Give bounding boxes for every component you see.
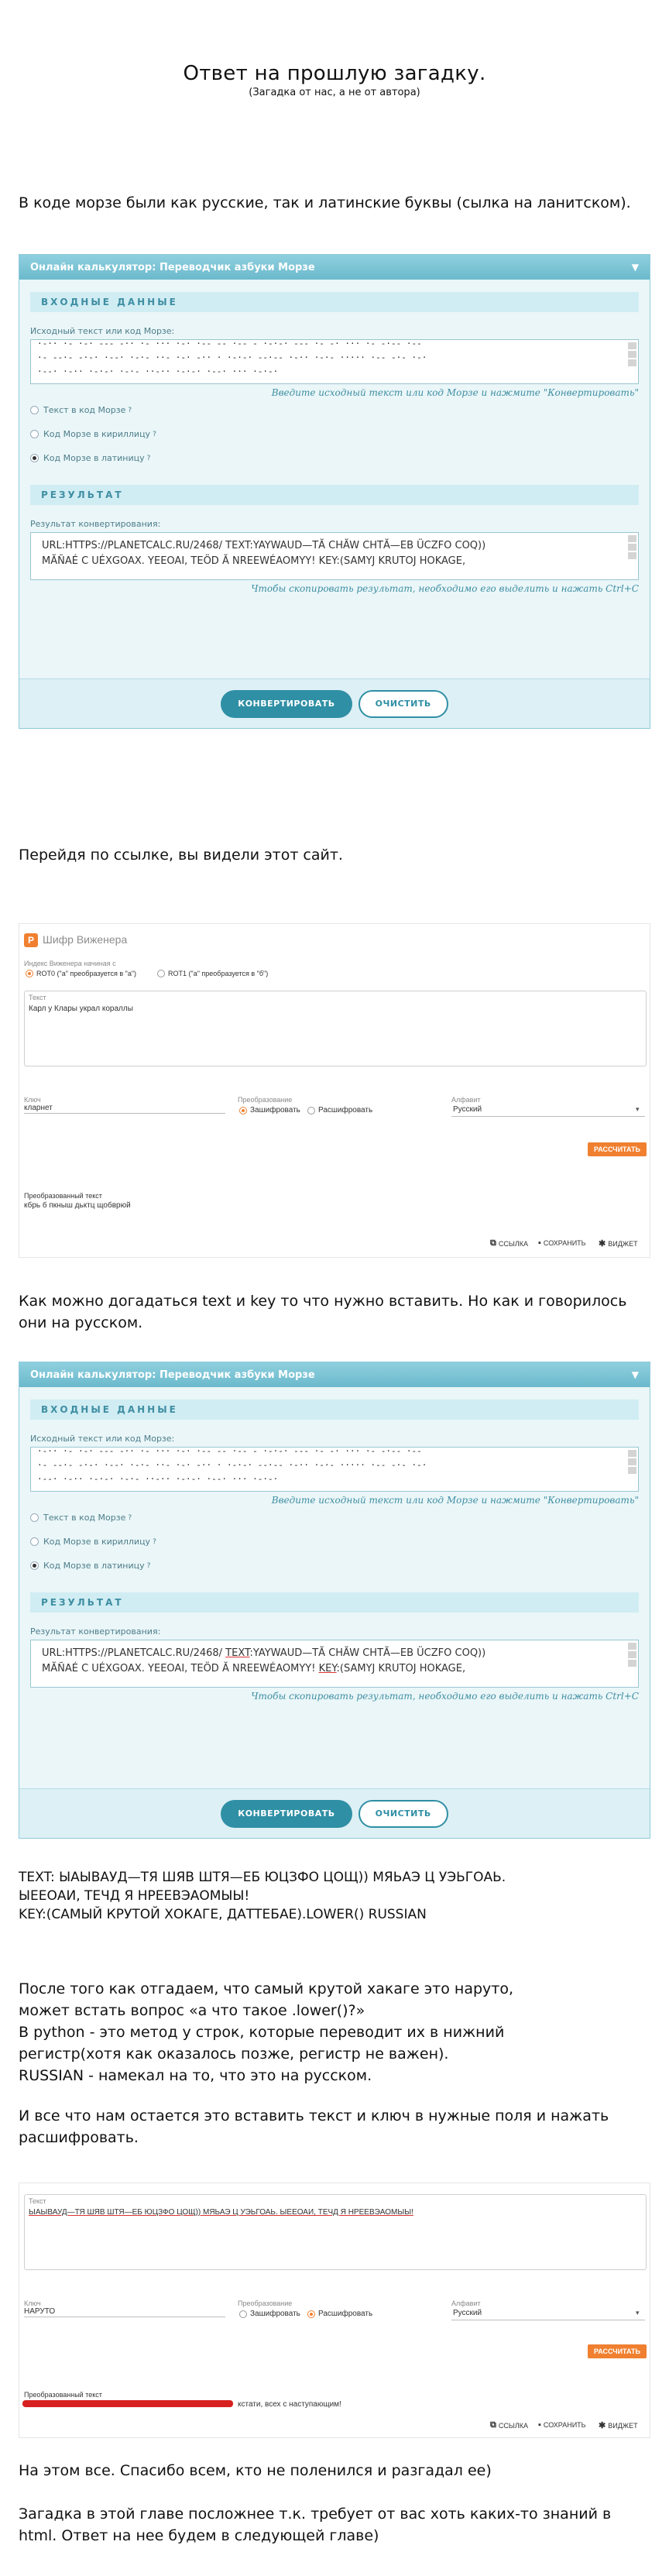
morse-footer bbox=[19, 678, 650, 728]
option-label: Код Морзе в латиницу bbox=[43, 453, 145, 463]
transform-label: Преобразование bbox=[238, 2300, 293, 2307]
link-button[interactable] bbox=[490, 1238, 528, 1249]
input-hint: Введите исходный текст или код Морзе и нажмите "Конвертировать" bbox=[271, 1495, 639, 1506]
text-label: Текст bbox=[29, 2197, 46, 2205]
scrollbar[interactable] bbox=[628, 1450, 636, 1489]
widget-icon: ✱ bbox=[599, 1239, 606, 1249]
widget-label: ВИДЖЕТ bbox=[608, 1239, 638, 1248]
option-label: Код Морзе в латиницу bbox=[43, 1561, 145, 1571]
dropdown-arrow-icon[interactable]: ▾ bbox=[636, 2309, 640, 2317]
clear-button[interactable]: ОЧИСТИТЬ bbox=[359, 1800, 448, 1828]
explain-line: регистр(хотя как оказалось позже, регистр не важен). bbox=[19, 2045, 449, 2063]
clear-button[interactable]: ОЧИСТИТЬ bbox=[359, 690, 448, 718]
explain-line: RUSSIAN - намекал на то, что это на русском. bbox=[19, 2067, 372, 2084]
link-icon: ⧉ bbox=[490, 1238, 496, 1248]
calculate-button[interactable]: РАССЧИТАТЬ bbox=[588, 2344, 647, 2358]
rot0-label: ROT0 ("а" преобразуется в "а") bbox=[36, 970, 137, 977]
option-morse-to-latin[interactable] bbox=[30, 453, 639, 463]
result-fragment: :YAYWAUD—TĂ CHĂW CHTĂ—EB ÜCZFO COQ)) bbox=[249, 1647, 486, 1659]
alphabet-value: Русский bbox=[453, 1105, 482, 1114]
key-value: НАРУТО bbox=[24, 2307, 56, 2316]
input-section-header: ВХОДНЫЕ ДАННЫЕ bbox=[30, 292, 639, 312]
result-hint: Чтобы скопировать результат, необходимо его выделить и нажать Ctrl+C bbox=[251, 1691, 639, 1702]
result-textarea[interactable] bbox=[30, 532, 639, 580]
input-section-header: ВХОДНЫЕ ДАННЫЕ bbox=[30, 1400, 639, 1420]
radio-checked-icon[interactable] bbox=[30, 454, 39, 462]
censor-scribble bbox=[22, 2400, 233, 2407]
alphabet-label: Алфавит bbox=[451, 1096, 481, 1104]
page-subtitle: (Загадка от нас, а не от автора) bbox=[249, 87, 420, 98]
text-label: Текст bbox=[29, 994, 46, 1001]
morse-input-line: ·--· ·-·· ·-·-· ·-·- ··-·· ·-·-· ·--· ··· ·-·-· bbox=[37, 1474, 279, 1484]
scrollbar[interactable] bbox=[628, 535, 636, 577]
page-title: Ответ на прошлую загадку. bbox=[183, 62, 486, 85]
help-icon[interactable]: ? bbox=[146, 454, 151, 462]
alphabet-value: Русский bbox=[453, 2309, 482, 2317]
app-title: Шифр Виженера bbox=[43, 933, 128, 946]
save-icon: ▪ bbox=[538, 2420, 541, 2430]
decrypt-radio[interactable] bbox=[307, 2310, 315, 2318]
morse-input-textarea[interactable] bbox=[30, 1447, 639, 1492]
morse-input-line: ·- --·- -·-· ·--· ·-·- ··- ·-· -·· · ·-·-· --·-- ·-·· ·-·- ····· ·-- -·- ·-· bbox=[37, 1460, 427, 1470]
rot1-radio[interactable] bbox=[157, 970, 165, 977]
link-button[interactable] bbox=[490, 2420, 528, 2430]
option-label: Код Морзе в кириллицу bbox=[43, 429, 151, 439]
save-button[interactable] bbox=[538, 1238, 586, 1248]
text-value: Карл у Клары украл кораллы bbox=[29, 1005, 133, 1013]
morse-header[interactable] bbox=[19, 1362, 650, 1387]
option-morse-to-cyrillic[interactable] bbox=[30, 1537, 639, 1547]
result-line: MĂÑAÉ C UÉXGOAX. YEEOAI, TEÖD Ă NREEWÉAOMYY! KEY:(SAMYJ KRUTOJ HOKAGE, bbox=[42, 555, 466, 567]
question-text: Как можно догадаться text и key то что нужно вставить. Но как и говорилось они на русском. bbox=[19, 1293, 627, 1331]
input-label: Исходный текст или код Морзе: bbox=[30, 326, 175, 336]
widget-button[interactable] bbox=[599, 1238, 638, 1249]
input-hint: Введите исходный текст или код Морзе и нажмите "Конвертировать" bbox=[271, 387, 639, 398]
link-label: ССЫЛКА bbox=[498, 1239, 528, 1248]
encrypt-radio[interactable] bbox=[239, 1107, 247, 1115]
morse-input-line: ·-·· ·- ·-· --- -·· ·- ··· ·-· ·-- -- ·-- - ·-·-· --- ·- -· ··· ·- -·-- ·-- bbox=[37, 339, 422, 349]
radio-icon[interactable] bbox=[30, 1513, 39, 1522]
result-line bbox=[42, 1661, 618, 1677]
intro-text: В коде морзе были как русские, так и латинские буквы (сылка на ланитском). bbox=[19, 194, 631, 211]
morse-footer bbox=[19, 1788, 650, 1838]
rot1-label: ROT1 ("а" преобразуется в "б") bbox=[168, 970, 269, 977]
explain-block bbox=[19, 1978, 638, 2087]
result-line: URL:HTTPS://PLANETCALC.RU/2468/ TEXT:YAYWAUD—TĂ CHĂW CHTĂ—EB ÜCZFO COQ)) bbox=[42, 540, 486, 551]
collapse-triangle-icon[interactable]: ▼ bbox=[631, 262, 639, 273]
result-fragment: :(SAMYJ KRUTOJ HOKAGE, bbox=[336, 1663, 466, 1674]
help-icon[interactable]: ? bbox=[153, 430, 156, 438]
remaining-text: И все что нам остается это вставить текст и ключ в нужные поля и нажать расшифровать. bbox=[19, 2107, 609, 2146]
option-morse-to-cyrillic[interactable] bbox=[30, 429, 639, 439]
link-label: ССЫЛКА bbox=[498, 2421, 528, 2430]
decoded-line: KEY:(САМЫЙ КРУТОЙ ХОКАГЕ, ДАТТЕБАЕ).LOWER() RUSSIAN bbox=[19, 1907, 427, 1922]
radio-icon[interactable] bbox=[30, 1537, 39, 1546]
radio-icon[interactable] bbox=[30, 430, 39, 438]
morse-input-line: ·--· ·-·· ·-·-· ·-·- ··-·· ·-·-· ·--· ··· ·-·-· bbox=[37, 366, 279, 376]
result-label: Результат конвертирования: bbox=[30, 1626, 161, 1637]
help-icon[interactable]: ? bbox=[153, 1537, 156, 1546]
explain-line: может встать вопрос «а что такое .lower()?» bbox=[19, 2002, 365, 2019]
option-label: Текст в код Морзе bbox=[43, 1513, 126, 1523]
decrypt-radio[interactable] bbox=[307, 1107, 315, 1115]
input-label: Исходный текст или код Морзе: bbox=[30, 1434, 175, 1444]
radio-checked-icon[interactable] bbox=[30, 1561, 39, 1570]
result-label: Преобразованный текст bbox=[24, 2391, 102, 2399]
decoded-line: TEXT: ЫАЫВАУД—ТЯ ШЯВ ШТЯ—ЕБ ЮЦЗФО ЦОЩ)) МЯЬАЭ Ц УЭЬГОАЬ. bbox=[19, 1870, 506, 1885]
result-label: Преобразованный текст bbox=[24, 1192, 102, 1200]
result-section-header: РЕЗУЛЬТАТ bbox=[30, 1592, 639, 1613]
dropdown-arrow-icon[interactable]: ▾ bbox=[636, 1105, 640, 1113]
convert-button[interactable]: КОНВЕРТИРОВАТЬ bbox=[221, 690, 352, 718]
help-icon[interactable]: ? bbox=[128, 1513, 132, 1522]
save-icon: ▪ bbox=[538, 1238, 541, 1248]
encrypt-radio[interactable] bbox=[239, 2310, 247, 2318]
key-keyword-underlined: KEY bbox=[318, 1663, 337, 1674]
option-text-to-morse[interactable] bbox=[30, 1513, 639, 1523]
option-label: Текст в код Морзе bbox=[43, 405, 126, 415]
collapse-triangle-icon[interactable]: ▼ bbox=[631, 1369, 639, 1380]
morse-input-textarea[interactable] bbox=[30, 339, 639, 384]
help-icon[interactable]: ? bbox=[128, 406, 132, 414]
save-button[interactable] bbox=[538, 2420, 586, 2430]
scrollbar[interactable] bbox=[628, 342, 636, 381]
option-label: Код Морзе в кириллицу bbox=[43, 1537, 151, 1547]
result-fragment: MĂÑAÉ C UÉXGOAX. YEEOAI, TEÖD Ă NREEWÉAOMYY! bbox=[42, 1663, 319, 1674]
outro-line-1: На этом все. Спасибо всем, кто не поленился и разгадал ее) bbox=[19, 2462, 492, 2479]
alphabet-label: Алфавит bbox=[451, 2300, 481, 2307]
radio-icon[interactable] bbox=[30, 406, 39, 414]
follow-text: Перейдя по ссылке, вы видели этот сайт. bbox=[19, 847, 343, 864]
vigenere-calculator-1 bbox=[19, 923, 650, 1258]
result-label: Результат конвертирования: bbox=[30, 519, 161, 529]
decoded-line: ЫЕЕОАИ, ТЕЧД Я НРЕЕВЭАОМЫЫ! bbox=[19, 1888, 250, 1904]
decoded-block bbox=[19, 1868, 638, 1924]
option-text-to-morse[interactable] bbox=[30, 405, 639, 415]
key-label: Ключ bbox=[24, 1096, 41, 1104]
result-fragment: URL:HTTPS://PLANETCALC.RU/2468/ bbox=[42, 1647, 226, 1659]
morse-input-line: ·- --·- -·-· ·--· ·-·- ··- ·-· -·· · ·-·-· --·-- ·-·· ·-·- ····· ·-- -·- ·-· bbox=[37, 352, 427, 362]
widget-button[interactable] bbox=[599, 2420, 638, 2430]
planetcalc-logo-icon: P bbox=[24, 933, 38, 947]
key-label: Ключ bbox=[24, 2300, 41, 2307]
save-label: СОХРАНИТЬ bbox=[543, 2421, 586, 2429]
result-section-header: РЕЗУЛЬТАТ bbox=[30, 485, 639, 505]
morse-header[interactable] bbox=[19, 255, 650, 280]
option-morse-to-latin[interactable] bbox=[30, 1561, 639, 1571]
convert-button[interactable]: КОНВЕРТИРОВАТЬ bbox=[221, 1800, 352, 1828]
decrypt-label: Расшифровать bbox=[318, 2310, 373, 2318]
text-value: ЫАЫВАУД—ТЯ ШЯВ ШТЯ—ЕБ ЮЦЗФО ЦОЩ)) МЯЬАЭ Ц УЭЬГОАЬ. ЫЕЕОАИ, ТЕЧД Я НРЕЕВЭАОМЫЫ! bbox=[29, 2208, 413, 2217]
widget-icon: ✱ bbox=[599, 2421, 606, 2430]
text-keyword-underlined: TEXT bbox=[225, 1647, 250, 1659]
outro-line-2: Загадка в этой главе посложнее т.к. требует от вас хоть каких-то знаний в html. Ответ на нее будем в следующей главе) bbox=[19, 2506, 612, 2544]
rot0-radio[interactable] bbox=[26, 970, 33, 977]
widget-label: ВИДЖЕТ bbox=[608, 2421, 638, 2430]
text-input[interactable] bbox=[24, 2194, 647, 2270]
alphabet-shift-label: Индекс Виженера начиная с bbox=[24, 960, 116, 967]
help-icon[interactable]: ? bbox=[146, 1561, 151, 1570]
result-hint: Чтобы скопировать результат, необходимо его выделить и нажать Ctrl+C bbox=[251, 583, 639, 594]
result-line bbox=[42, 1646, 618, 1661]
result-value: кбрь б пкныш дьктц щобврюй bbox=[24, 1201, 131, 1210]
text-input[interactable] bbox=[24, 991, 647, 1066]
morse-input-line: ·-·· ·- ·-· --- -·· ·- ··· ·-· ·-- -- ·-- - ·-·-· --- ·- -· ··· ·- -·-- ·-- bbox=[37, 1447, 422, 1456]
save-label: СОХРАНИТЬ bbox=[543, 1239, 586, 1247]
result-textarea[interactable] bbox=[30, 1640, 639, 1688]
alphabet-select[interactable] bbox=[451, 1116, 645, 1117]
transform-label: Преобразование bbox=[238, 1096, 293, 1104]
encrypt-label: Зашифровать bbox=[250, 2310, 300, 2318]
link-icon: ⧉ bbox=[490, 2420, 496, 2430]
vigenere-calculator-2 bbox=[19, 2183, 650, 2438]
explain-line: После того как отгадаем, что самый крутой хакаге это наруто, bbox=[19, 1980, 514, 1997]
morse-calculator-1 bbox=[19, 254, 650, 729]
scrollbar[interactable] bbox=[628, 1643, 636, 1685]
morse-calculator-2 bbox=[19, 1362, 650, 1839]
calculate-button[interactable]: РАССЧИТАТЬ bbox=[588, 1142, 647, 1156]
encrypt-label: Зашифровать bbox=[250, 1106, 300, 1115]
morse-title: Онлайн калькулятор: Переводчик азбуки Морзе bbox=[30, 262, 315, 273]
key-value: кларнет bbox=[24, 1104, 53, 1112]
morse-title: Онлайн калькулятор: Переводчик азбуки Морзе bbox=[30, 1369, 315, 1381]
result-value: кстати, всех с наступающим! bbox=[238, 2400, 341, 2409]
explain-line: В python - это метод у строк, которые переводит их в нижний bbox=[19, 2024, 505, 2041]
key-input[interactable] bbox=[24, 1113, 225, 1114]
decrypt-label: Расшифровать bbox=[318, 1106, 373, 1115]
